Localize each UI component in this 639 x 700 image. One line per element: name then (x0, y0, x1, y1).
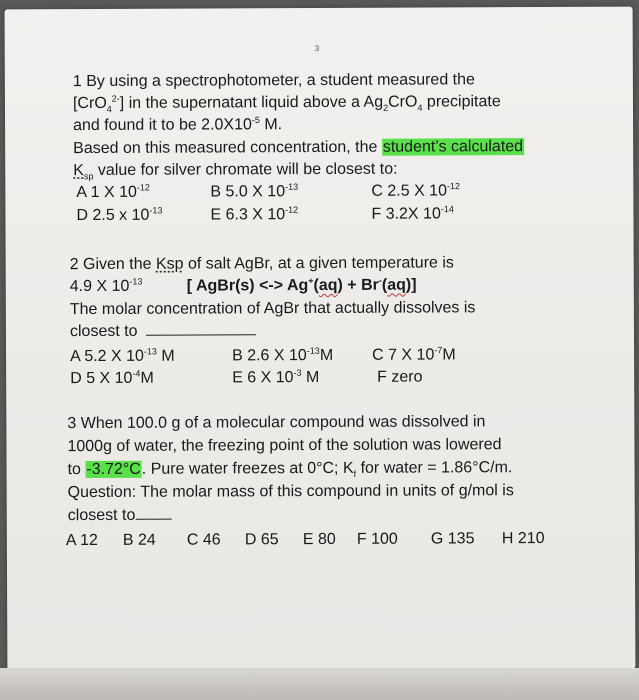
q3-line-3: to -3.72°C. Pure water freezes at 0°C; $K_f$ for water = 1.86°C/m. (67, 459, 513, 480)
q1-option-c: C 2.5 X $10^{-12}$ (371, 181, 460, 200)
q1-line-1: 1 By using a spectrophotometer, a student measured the (72, 71, 475, 91)
q3-option-a: A 12 (65, 531, 98, 550)
q1-line-2: [CrO$_4^{2-}$] in the supernatant liquid above a $Ag_2CrO_4$ precipitate (72, 93, 501, 115)
q2-line-2: 4.9 X $10^{-13}$ (69, 276, 143, 296)
q2-line-1: 2 Given the Ksp of salt AgBr, at a given temperature is (69, 254, 454, 274)
ksp-term: Ksp (155, 255, 184, 273)
q2-line-4: closest to (70, 320, 256, 342)
q1-line-3: and found it to be $2.0X10^{-5}$ M. (73, 114, 283, 135)
q3-option-c: C 46 (186, 531, 221, 549)
q2-option-e: E 6 X $10^{-3}$ M (232, 367, 320, 387)
q3-line-5: closest to (68, 505, 172, 526)
q2-option-c: C 7 X $10^{-7}M$ (372, 345, 456, 364)
q1-option-f: F 3.2X $10^{-14}$ (371, 204, 454, 223)
desk-surface (0, 668, 639, 700)
document-page (5, 7, 636, 672)
q2-option-f: F zero (377, 368, 423, 386)
highlight-freezing-point: -3.72°C (86, 460, 141, 479)
q1-line-4: Based on this measured concentration, the student’s calculated (73, 138, 524, 158)
q2-option-b: B 2.6 X $10^{-13}M$ (232, 345, 334, 365)
q1-option-e: E 6.3 X $10^{-12}$ (210, 204, 299, 224)
q3-line-4: Question: The molar mass of this compound in units of g/mol is (67, 482, 514, 502)
q2-line-3: The molar concentration of AgBr that actually dissolves is (69, 299, 476, 319)
q3-option-d: D 65 (244, 531, 279, 549)
q1-line-5: $K_{sp}$ value for silver chromate will be closest to: (73, 160, 398, 182)
q2-option-a: A 5.2 X $10^{-13}$ M (70, 346, 175, 366)
page-number: 3 (314, 44, 320, 54)
answer-blank-short (135, 505, 171, 520)
q3-line-1: 3 When 100.0 g of a molecular compound was dissolved in (67, 413, 486, 433)
highlight-students-calculated: student’s calculated (382, 138, 524, 156)
q1-option-a: A 1 X $10^{-12}$ (76, 182, 150, 202)
q1-option-d: D 2.5 x $10^{-13}$ (76, 205, 163, 225)
q3-option-b: B 24 (122, 531, 156, 549)
q3-option-h: H 210 (501, 530, 545, 548)
q1-option-b: B 5.0 X $10^{-13}$ (210, 181, 299, 201)
answer-blank (146, 320, 256, 335)
q2-option-d: D 5 X $10^{-4}M$ (70, 368, 154, 388)
q3-line-2: 1000g of water, the freezing point of the solution was lowered (67, 436, 502, 456)
ksp-symbol: $K_{sp}$ (73, 162, 94, 182)
q3-option-f: F 100 (356, 530, 398, 548)
q3-option-g: G 135 (430, 530, 475, 548)
q2-reaction: [ AgBr(s) <-> Ag+(aq) + Br-(aq)] (186, 275, 417, 295)
q3-option-e: E 80 (302, 530, 336, 549)
